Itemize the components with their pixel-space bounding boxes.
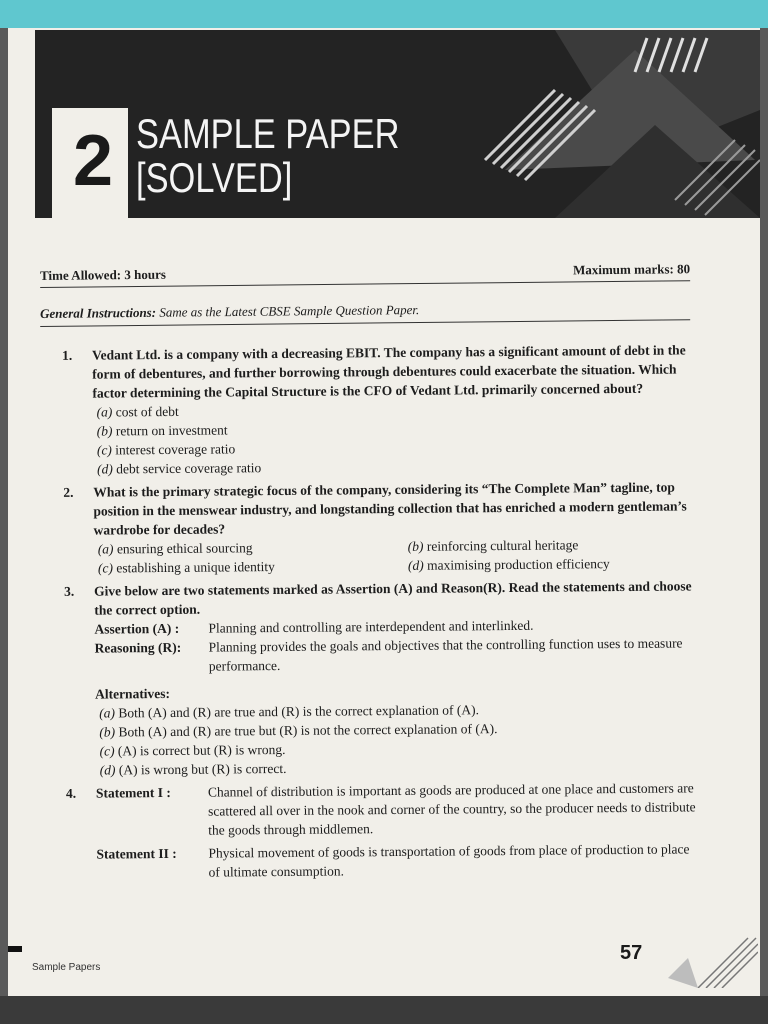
options-grid <box>94 534 698 577</box>
instructions-value: Same as the Latest CBSE Sample Question Paper. <box>159 302 420 320</box>
question-text: Give below are two statements marked as Assertion (A) and Reason(R). Read the statements and choose the correct option. <box>94 578 692 618</box>
footer-decoration <box>658 918 758 988</box>
reasoning: Reasoning (R): Planning provides the goals and objectives that the controlling function uses to measure performance. <box>94 635 683 674</box>
alternatives-heading: Alternatives: <box>94 685 171 702</box>
title-line-2: [SOLVED] <box>136 154 293 201</box>
footer-text: Sample Papers <box>32 962 101 973</box>
document-page <box>8 28 760 996</box>
assertion: Assertion (A) : Planning and controlling are interdependent and interlinked. <box>94 617 534 637</box>
option: (c) (A) is correct but (R) is wrong. <box>99 741 286 759</box>
background-bottom <box>0 996 768 1024</box>
time-allowed: Time Allowed: 3 hours <box>40 266 166 283</box>
question-2 <box>49 477 698 578</box>
questions <box>48 340 701 887</box>
question-3 <box>50 576 700 780</box>
chapter-number: 2 <box>72 121 114 201</box>
exam-meta-row <box>40 261 690 288</box>
page-number: 57 <box>620 942 643 964</box>
option: (c) interest coverage ratio <box>96 441 236 458</box>
question-number: 3. <box>64 583 75 599</box>
option: (d) debt service coverage ratio <box>97 460 262 477</box>
question-1 <box>48 340 697 479</box>
option: (b) Both (A) and (R) are true but (R) is not the correct explanation of (A). <box>99 721 498 740</box>
question-text: Vedant Ltd. is a company with a decreasing EBIT. The company has a significant amount of debt in the form of debentures, and further borrowing through debentures could exacerbate the situation. Which factor determining the Capital Structure is the CFO of Vedant Ltd. primarily concerned about? <box>92 342 686 401</box>
statement-1: Statement I : Channel of distribution is important as goods are produced at one place and customers are scattered all over in the nook and corner of the country, so the producer needs to distribute the goods through middlemen. <box>95 780 696 838</box>
option: (a) ensuring ethical sourcing <box>97 540 253 557</box>
option: (b) reinforcing cultural heritage <box>407 537 579 554</box>
option: (a) cost of debt <box>96 403 179 420</box>
chapter-title <box>136 112 400 200</box>
question-text: What is the primary strategic focus of the company, considering its “The Complete Man” tagline, top position in the menswear industry, and longstanding collection that has enriched a modern gentleman’s wardrobe for decades? <box>93 479 687 538</box>
question-number: 1. <box>62 347 73 363</box>
footer-marker <box>8 946 22 952</box>
option: (b) return on investment <box>96 422 228 439</box>
title-line-1: SAMPLE PAPER <box>136 110 400 157</box>
statement-2: Statement II : Physical movement of goods is transportation of goods from place of production to place of ultimate consumption. <box>96 841 690 880</box>
question-number: 2. <box>63 484 74 500</box>
background-top <box>0 0 768 28</box>
max-marks: Maximum marks: 80 <box>572 261 691 278</box>
instructions-label: General Instructions: <box>40 304 157 321</box>
option: (c) establishing a unique identity <box>97 559 275 576</box>
option: (d) (A) is wrong but (R) is correct. <box>99 760 287 778</box>
general-instructions <box>40 299 690 327</box>
question-number: 4. <box>65 785 77 801</box>
option: (d) maximising production efficiency <box>407 556 610 573</box>
option: (a) Both (A) and (R) are true and (R) is the correct explanation of (A). <box>99 702 480 721</box>
question-4 <box>52 778 701 883</box>
